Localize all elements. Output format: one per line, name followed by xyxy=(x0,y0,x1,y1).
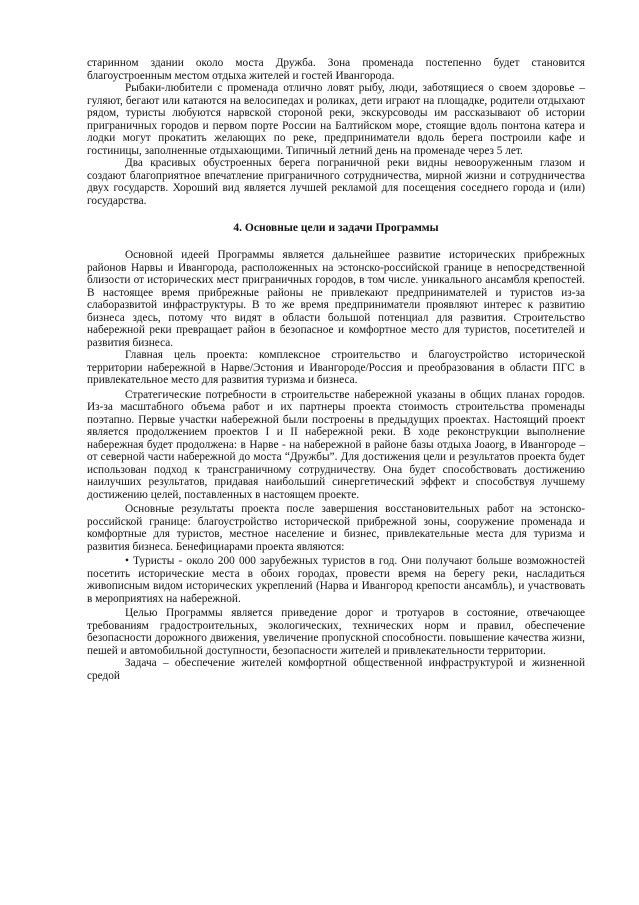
paragraph-strategic-needs: Стратегические потребности в строительстве набережной указаны в общих планах городов. Из-за масштабного объема работ и их партнеры проекта стоимость строительства променады поэтапно. Первые участки набережной были построены в предыдущих проектах. Настоящий проект является продолжением проектов I и II набережной реки. В ходе реконструкции выполнение набережная будет продолжена: в Нарве - на набережной в районе базы отдыха Joaorg, в Ивангороде – от северной части набережной до моста “Дружбы”. Для достижения цели и результатов проекта будет использован подход к трансграничному сотрудничеству. Она будет способствовать достижению наилучших результатов, придавая наибольший синергетический эффект и способствуя лучшему достижению целей, поставленных в настоящем проекте. xyxy=(87,388,585,501)
paragraph-main-goal: Главная цель проекта: комплексное строительство и благоустройство исторической территории набережной в Нарве/Эстония и Ивангороде/Россия и преобразования в области ПГС в привлекательное место для развития туризма и бизнеса. xyxy=(87,349,585,386)
paragraph-main-idea: Основной идеей Программы является дальнейшее развитие исторических прибрежных районов Нарвы и Ивангорода, расположенных на эстонско-российской границе в непосредственной близости от исторических мест приграничных городов, в том числе. уникального ансамбля крепостей. В настоящее время прибрежные районы не привлекают предпринимателей и туристов из-за слаборазвитой инфраструктуры. В то же время предприниматели проявляют интерес к развитию бизнеса здесь, потому что видят в области большой потенциал для развития. Строительство набережной реки превращает район в безопасное и комфортное место для туристов, посетителей и развития бизнеса. xyxy=(87,249,585,349)
section-heading: 4. Основные цели и задачи Программы xyxy=(233,222,439,234)
paragraph-promenade-activities: Рыбаки-любители с променада отлично ловят рыбу, люди, заботящиеся о своем здоровье – гуляют, бегают или катаются на велосипедах и роликах, дети играют на площадке, родители отдыхают рядом, туристы любуются нарвской стороной реки, экскурсоводы им рассказывают об истории приграничных городов и первом порте России на Балтийском море, стоящие вдоль понтона катера и лодки могут прокатить желающих по реке, предприниматели вдоль берега построили кафе и гостиницы, заполненные отдыхающими. Типичный летний день на променаде через 5 лет. xyxy=(87,82,585,157)
bullet-tourists: • Туристы - около 200 000 зарубежных туристов в год. Они получают больше возможностей посетить исторические места в обоих городах, провести время на берегу реки, насладиться живописным видом исторических укреплений (Нарва и Ивангород крепости ансамбль), и участвовать в мероприятиях на набережной. xyxy=(87,555,585,605)
paragraph-program-task: Задача – обеспечение жителей комфортной общественной инфраструктурой и жизненной средой xyxy=(87,657,585,682)
paragraph-main-results: Основные результаты проекта после завершения восстановительных работ на эстонско-российской границе: благоустройство исторической прибрежной зоны, сооружение променада и комфортные для туристов, местное население и бизнес, привлекательные места для туризма и развития бизнеса. Бенефициарами проекта являются: xyxy=(87,503,585,553)
document-body xyxy=(87,57,585,682)
paragraph-two-banks: Два красивых обустроенных берега пограничной реки видны невооруженным глазом и создают благоприятное впечатление приграничного сотрудничества, мирной жизни и сотрудничества двух государств. Хороший вид является лучшей рекламой для посещения соседнего города и (или) государства. xyxy=(87,157,585,207)
paragraph-continuation: старинном здании около моста Дружба. Зона променада постепенно будет становится благоустроенным местом отдыха жителей и гостей Ивангорода. xyxy=(87,57,585,82)
paragraph-program-goal: Целью Программы является приведение дорог и тротуаров в состояние, отвечающее требованиям градостроительных, экологических, технических норм и правил, обеспечение безопасности дорожного движения, увеличение пропускной способности. повышение качества жизни, пешей и автомобильной доступности, безопасности жителей и привлекательности территории. xyxy=(87,607,585,657)
